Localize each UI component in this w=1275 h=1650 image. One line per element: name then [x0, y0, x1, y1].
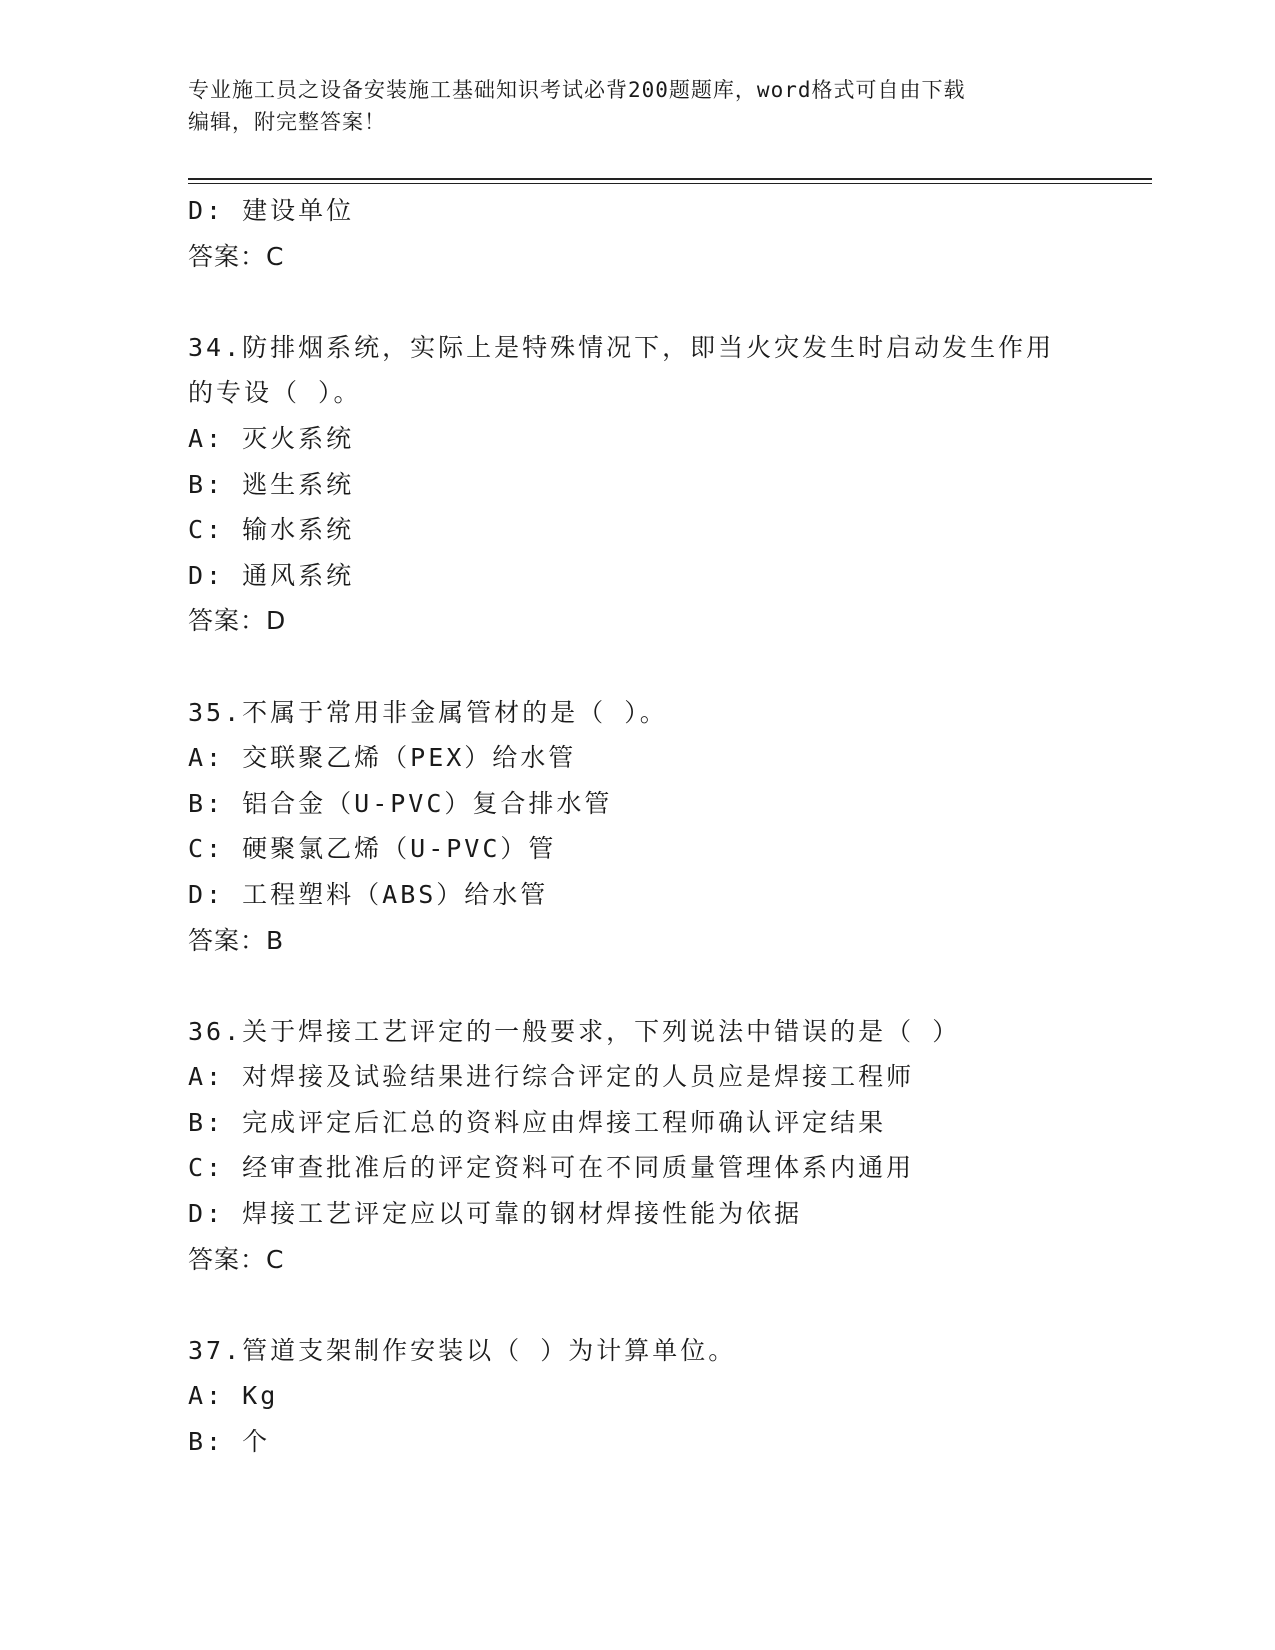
- option-b: B: 逃生系统: [188, 469, 355, 499]
- header-divider-thick: [188, 178, 1152, 180]
- option-a: A: 交联聚乙烯（PEX）给水管: [188, 743, 577, 773]
- option-c: C: 硬聚氯乙烯（U-PVC）管: [188, 834, 557, 864]
- option-c: C: 经审查批准后的评定资料可在不同质量管理体系内通用: [188, 1153, 915, 1183]
- option-a: A: 对焊接及试验结果进行综合评定的人员应是焊接工程师: [188, 1062, 915, 1092]
- option-a: A: 灭火系统: [188, 423, 355, 453]
- question-35: [188, 690, 1148, 964]
- option-d: D: 建设单位: [188, 196, 355, 225]
- question-37: [188, 1328, 1148, 1465]
- question-stem: 36.关于焊接工艺评定的一般要求，下列说法中错误的是（ ）: [188, 1016, 961, 1046]
- option-a: A: Kg: [188, 1381, 279, 1411]
- answer-line: 答案：B: [188, 925, 285, 955]
- option-c: C: 输水系统: [188, 515, 355, 545]
- answer-line: 答案：C: [188, 241, 285, 271]
- question-34: [188, 325, 1148, 644]
- question-36: [188, 1009, 1148, 1283]
- option-d: D: 焊接工艺评定应以可靠的钢材焊接性能为依据: [188, 1199, 803, 1229]
- option-b: B: 完成评定后汇总的资料应由焊接工程师确认评定结果: [188, 1107, 887, 1137]
- option-d: D: 工程塑料（ABS）给水管: [188, 879, 549, 909]
- header-divider-thin: [188, 183, 1152, 184]
- question-list: [188, 188, 1148, 1465]
- question-stem: 的专设（ ）。: [188, 378, 362, 408]
- option-b: B: 铝合金（U-PVC）复合排水管: [188, 788, 613, 818]
- answer-line: 答案：C: [188, 1244, 285, 1274]
- header-line-2: 编辑，附完整答案！: [188, 110, 386, 134]
- question-stem: 35.不属于常用非金属管材的是（ ）。: [188, 697, 668, 727]
- answer-line: 答案：D: [188, 606, 287, 636]
- option-b: B: 个: [188, 1427, 271, 1457]
- question-stem: 34.防排烟系统，实际上是特殊情况下，即当火灾发生时启动发生作用: [188, 332, 1055, 362]
- option-d: D: 通风系统: [188, 560, 355, 590]
- question-stem: 37.管道支架制作安装以（ ）为计算单位。: [188, 1335, 737, 1365]
- document-header: [188, 74, 1088, 138]
- header-line-1: 专业施工员之设备安装施工基础知识考试必背200题题库，word格式可自由下载: [188, 78, 966, 102]
